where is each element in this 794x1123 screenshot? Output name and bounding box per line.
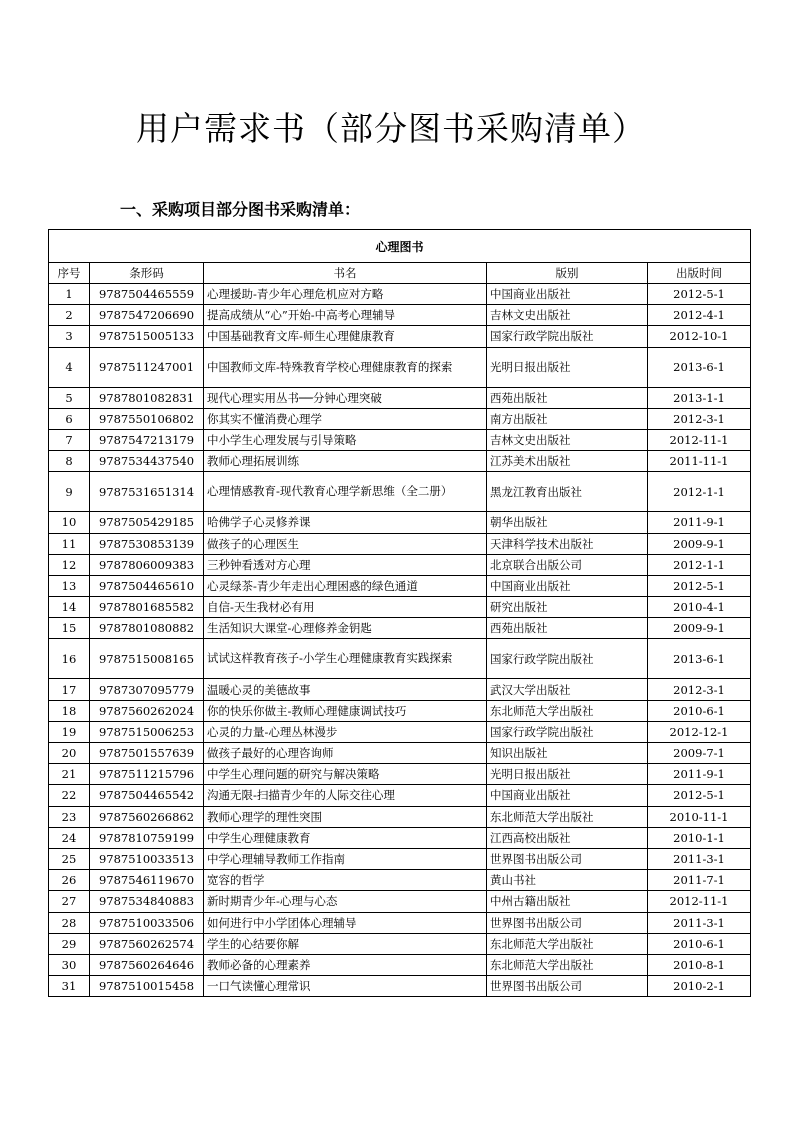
cell-publisher: 国家行政学院出版社 bbox=[487, 721, 648, 742]
cell-date: 2011-7-1 bbox=[648, 870, 751, 891]
cell-isbn: 9787801080882 bbox=[90, 618, 204, 639]
cell-publisher: 世界图书出版公司 bbox=[487, 912, 648, 933]
cell-no: 30 bbox=[49, 954, 90, 975]
cell-title: 自信-天生我材必有用 bbox=[204, 597, 487, 618]
table-row bbox=[49, 554, 751, 575]
table-row bbox=[49, 284, 751, 305]
cell-publisher: 世界图书出版公司 bbox=[487, 976, 648, 997]
cell-publisher: 国家行政学院出版社 bbox=[487, 639, 648, 679]
cell-no: 21 bbox=[49, 764, 90, 785]
cell-date: 2012-11-1 bbox=[648, 429, 751, 450]
cell-publisher: 中国商业出版社 bbox=[487, 575, 648, 596]
cell-isbn: 9787515008165 bbox=[90, 639, 204, 679]
cell-isbn: 9787806009383 bbox=[90, 554, 204, 575]
cell-publisher: 东北师范大学出版社 bbox=[487, 700, 648, 721]
table-row bbox=[49, 472, 751, 512]
cell-publisher: 吉林文史出版社 bbox=[487, 305, 648, 326]
cell-isbn: 9787801685582 bbox=[90, 597, 204, 618]
table-row bbox=[49, 743, 751, 764]
cell-publisher: 黄山书社 bbox=[487, 870, 648, 891]
cell-publisher: 中国商业出版社 bbox=[487, 284, 648, 305]
cell-isbn: 9787504465559 bbox=[90, 284, 204, 305]
cell-title: 提高成绩从“心”开始-中高考心理辅导 bbox=[204, 305, 487, 326]
cell-date: 2009-7-1 bbox=[648, 743, 751, 764]
cell-publisher: 天津科学技术出版社 bbox=[487, 533, 648, 554]
table-row bbox=[49, 618, 751, 639]
cell-date: 2012-1-1 bbox=[648, 472, 751, 512]
table-row bbox=[49, 785, 751, 806]
cell-title: 新时期青少年-心理与心态 bbox=[204, 891, 487, 912]
cell-date: 2011-3-1 bbox=[648, 848, 751, 869]
cell-title: 哈佛学子心灵修养课 bbox=[204, 512, 487, 533]
cell-no: 3 bbox=[49, 326, 90, 347]
cell-no: 26 bbox=[49, 870, 90, 891]
cell-date: 2012-1-1 bbox=[648, 554, 751, 575]
cell-date: 2012-3-1 bbox=[648, 679, 751, 700]
cell-no: 9 bbox=[49, 472, 90, 512]
table-row bbox=[49, 764, 751, 785]
cell-publisher: 吉林文史出版社 bbox=[487, 429, 648, 450]
cell-date: 2010-6-1 bbox=[648, 933, 751, 954]
cell-title: 你的快乐你做主-教师心理健康调试技巧 bbox=[204, 700, 487, 721]
cell-isbn: 9787560262024 bbox=[90, 700, 204, 721]
cell-title: 试试这样教育孩子-小学生心理健康教育实践探索 bbox=[204, 639, 487, 679]
cell-title: 沟通无限-扫描青少年的人际交往心理 bbox=[204, 785, 487, 806]
cell-title: 学生的心结要你解 bbox=[204, 933, 487, 954]
cell-date: 2010-1-1 bbox=[648, 827, 751, 848]
table-row bbox=[49, 721, 751, 742]
cell-no: 14 bbox=[49, 597, 90, 618]
cell-date: 2010-6-1 bbox=[648, 700, 751, 721]
cell-isbn: 9787515005133 bbox=[90, 326, 204, 347]
cell-title: 中小学生心理发展与引导策略 bbox=[204, 429, 487, 450]
cell-no: 11 bbox=[49, 533, 90, 554]
cell-title: 做孩子的心理医生 bbox=[204, 533, 487, 554]
cell-no: 6 bbox=[49, 408, 90, 429]
cell-no: 27 bbox=[49, 891, 90, 912]
cell-title: 如何进行中小学团体心理辅导 bbox=[204, 912, 487, 933]
cell-no: 8 bbox=[49, 451, 90, 472]
cell-isbn: 9787546119670 bbox=[90, 870, 204, 891]
cell-isbn: 9787534840883 bbox=[90, 891, 204, 912]
cell-publisher: 朝华出版社 bbox=[487, 512, 648, 533]
table-row bbox=[49, 512, 751, 533]
cell-no: 16 bbox=[49, 639, 90, 679]
cell-no: 13 bbox=[49, 575, 90, 596]
cell-publisher: 西苑出版社 bbox=[487, 387, 648, 408]
table-row bbox=[49, 408, 751, 429]
cell-isbn: 9787531651314 bbox=[90, 472, 204, 512]
table-body bbox=[49, 284, 751, 997]
cell-isbn: 9787501557639 bbox=[90, 743, 204, 764]
cell-date: 2012-5-1 bbox=[648, 575, 751, 596]
table-row bbox=[49, 639, 751, 679]
cell-date: 2011-3-1 bbox=[648, 912, 751, 933]
cell-title: 教师心理拓展训练 bbox=[204, 451, 487, 472]
cell-no: 1 bbox=[49, 284, 90, 305]
cell-title: 中学生心理健康教育 bbox=[204, 827, 487, 848]
cell-isbn: 9787810759199 bbox=[90, 827, 204, 848]
table-row bbox=[49, 679, 751, 700]
cell-isbn: 9787505429185 bbox=[90, 512, 204, 533]
cell-title: 一口气读懂心理常识 bbox=[204, 976, 487, 997]
table-row bbox=[49, 827, 751, 848]
cell-title: 中国教师文库-特殊教育学校心理健康教育的探索 bbox=[204, 347, 487, 387]
cell-date: 2011-9-1 bbox=[648, 512, 751, 533]
cell-isbn: 9787547206690 bbox=[90, 305, 204, 326]
cell-isbn: 9787510033506 bbox=[90, 912, 204, 933]
cell-isbn: 9787534437540 bbox=[90, 451, 204, 472]
cell-publisher: 江苏美术出版社 bbox=[487, 451, 648, 472]
header-no: 序号 bbox=[49, 263, 90, 284]
cell-no: 20 bbox=[49, 743, 90, 764]
cell-no: 19 bbox=[49, 721, 90, 742]
cell-publisher: 黑龙江教育出版社 bbox=[487, 472, 648, 512]
cell-date: 2010-4-1 bbox=[648, 597, 751, 618]
cell-no: 22 bbox=[49, 785, 90, 806]
cell-date: 2011-9-1 bbox=[648, 764, 751, 785]
cell-title: 生活知识大课堂-心理修养金钥匙 bbox=[204, 618, 487, 639]
cell-isbn: 9787504465542 bbox=[90, 785, 204, 806]
table-row bbox=[49, 806, 751, 827]
cell-title: 温暖心灵的美德故事 bbox=[204, 679, 487, 700]
section-heading: 一、采购项目部分图书采购清单： bbox=[120, 200, 361, 219]
cell-isbn: 9787547213179 bbox=[90, 429, 204, 450]
cell-isbn: 9787550106802 bbox=[90, 408, 204, 429]
cell-no: 12 bbox=[49, 554, 90, 575]
cell-publisher: 世界图书出版公司 bbox=[487, 848, 648, 869]
cell-publisher: 东北师范大学出版社 bbox=[487, 954, 648, 975]
cell-date: 2009-9-1 bbox=[648, 533, 751, 554]
cell-title: 教师心理学的理性突围 bbox=[204, 806, 487, 827]
cell-title: 中国基础教育文库-师生心理健康教育 bbox=[204, 326, 487, 347]
cell-date: 2013-6-1 bbox=[648, 639, 751, 679]
cell-publisher: 南方出版社 bbox=[487, 408, 648, 429]
cell-date: 2010-11-1 bbox=[648, 806, 751, 827]
cell-publisher: 东北师范大学出版社 bbox=[487, 806, 648, 827]
header-title: 书名 bbox=[204, 263, 487, 284]
table-row bbox=[49, 387, 751, 408]
cell-publisher: 中州古籍出版社 bbox=[487, 891, 648, 912]
cell-date: 2012-5-1 bbox=[648, 284, 751, 305]
cell-date: 2012-3-1 bbox=[648, 408, 751, 429]
cell-date: 2013-1-1 bbox=[648, 387, 751, 408]
cell-title: 做孩子最好的心理咨询师 bbox=[204, 743, 487, 764]
cell-title: 心灵的力量-心理丛林漫步 bbox=[204, 721, 487, 742]
cell-isbn: 9787504465610 bbox=[90, 575, 204, 596]
cell-publisher: 国家行政学院出版社 bbox=[487, 326, 648, 347]
table-row bbox=[49, 326, 751, 347]
table-row bbox=[49, 451, 751, 472]
table-row bbox=[49, 305, 751, 326]
cell-date: 2010-2-1 bbox=[648, 976, 751, 997]
cell-isbn: 9787530853139 bbox=[90, 533, 204, 554]
cell-publisher: 知识出版社 bbox=[487, 743, 648, 764]
cell-no: 29 bbox=[49, 933, 90, 954]
cell-no: 4 bbox=[49, 347, 90, 387]
header-isbn: 条形码 bbox=[90, 263, 204, 284]
cell-title: 现代心理实用丛书──分钟心理突破 bbox=[204, 387, 487, 408]
table-row bbox=[49, 891, 751, 912]
table-row bbox=[49, 933, 751, 954]
cell-isbn: 9787510015458 bbox=[90, 976, 204, 997]
cell-publisher: 武汉大学出版社 bbox=[487, 679, 648, 700]
cell-no: 23 bbox=[49, 806, 90, 827]
cell-publisher: 江西高校出版社 bbox=[487, 827, 648, 848]
cell-title: 心理情感教育-现代教育心理学新思维（全二册） bbox=[204, 472, 487, 512]
cell-publisher: 西苑出版社 bbox=[487, 618, 648, 639]
cell-no: 5 bbox=[49, 387, 90, 408]
cell-no: 10 bbox=[49, 512, 90, 533]
cell-date: 2012-5-1 bbox=[648, 785, 751, 806]
table-row bbox=[49, 954, 751, 975]
table-row bbox=[49, 700, 751, 721]
table-row bbox=[49, 870, 751, 891]
cell-isbn: 9787510033513 bbox=[90, 848, 204, 869]
cell-date: 2013-6-1 bbox=[648, 347, 751, 387]
cell-no: 15 bbox=[49, 618, 90, 639]
cell-title: 宽容的哲学 bbox=[204, 870, 487, 891]
cell-isbn: 9787560264646 bbox=[90, 954, 204, 975]
table-row bbox=[49, 912, 751, 933]
cell-date: 2012-12-1 bbox=[648, 721, 751, 742]
table-caption: 心理图书 bbox=[49, 230, 751, 263]
cell-isbn: 9787515006253 bbox=[90, 721, 204, 742]
table-row bbox=[49, 347, 751, 387]
cell-title: 心理援助-青少年心理危机应对方略 bbox=[204, 284, 487, 305]
cell-title: 你其实不懂消费心理学 bbox=[204, 408, 487, 429]
cell-title: 心灵绿茶-青少年走出心理困惑的绿色通道 bbox=[204, 575, 487, 596]
cell-date: 2012-10-1 bbox=[648, 326, 751, 347]
cell-no: 2 bbox=[49, 305, 90, 326]
cell-isbn: 9787307095779 bbox=[90, 679, 204, 700]
cell-title: 三秒钟看透对方心理 bbox=[204, 554, 487, 575]
cell-no: 17 bbox=[49, 679, 90, 700]
cell-date: 2009-9-1 bbox=[648, 618, 751, 639]
document-title: 用户需求书（部分图书采购清单） bbox=[136, 109, 646, 148]
cell-title: 中学生心理问题的研究与解决策略 bbox=[204, 764, 487, 785]
cell-no: 18 bbox=[49, 700, 90, 721]
cell-title: 教师必备的心理素养 bbox=[204, 954, 487, 975]
cell-date: 2010-8-1 bbox=[648, 954, 751, 975]
table-row bbox=[49, 597, 751, 618]
cell-publisher: 光明日报出版社 bbox=[487, 347, 648, 387]
cell-publisher: 北京联合出版公司 bbox=[487, 554, 648, 575]
table-row bbox=[49, 848, 751, 869]
cell-isbn: 9787560266862 bbox=[90, 806, 204, 827]
cell-date: 2012-11-1 bbox=[648, 891, 751, 912]
cell-no: 28 bbox=[49, 912, 90, 933]
cell-publisher: 光明日报出版社 bbox=[487, 764, 648, 785]
table-row bbox=[49, 976, 751, 997]
cell-title: 中学心理辅导教师工作指南 bbox=[204, 848, 487, 869]
header-publisher: 版别 bbox=[487, 263, 648, 284]
table-row bbox=[49, 429, 751, 450]
cell-no: 24 bbox=[49, 827, 90, 848]
cell-isbn: 9787560262574 bbox=[90, 933, 204, 954]
book-list-table bbox=[48, 229, 751, 997]
table-row bbox=[49, 533, 751, 554]
cell-isbn: 9787801082831 bbox=[90, 387, 204, 408]
table-row bbox=[49, 575, 751, 596]
cell-isbn: 9787511247001 bbox=[90, 347, 204, 387]
cell-isbn: 9787511215796 bbox=[90, 764, 204, 785]
cell-publisher: 中国商业出版社 bbox=[487, 785, 648, 806]
cell-date: 2012-4-1 bbox=[648, 305, 751, 326]
cell-publisher: 研究出版社 bbox=[487, 597, 648, 618]
cell-no: 31 bbox=[49, 976, 90, 997]
cell-date: 2011-11-1 bbox=[648, 451, 751, 472]
cell-no: 25 bbox=[49, 848, 90, 869]
cell-publisher: 东北师范大学出版社 bbox=[487, 933, 648, 954]
header-date: 出版时间 bbox=[648, 263, 751, 284]
cell-no: 7 bbox=[49, 429, 90, 450]
